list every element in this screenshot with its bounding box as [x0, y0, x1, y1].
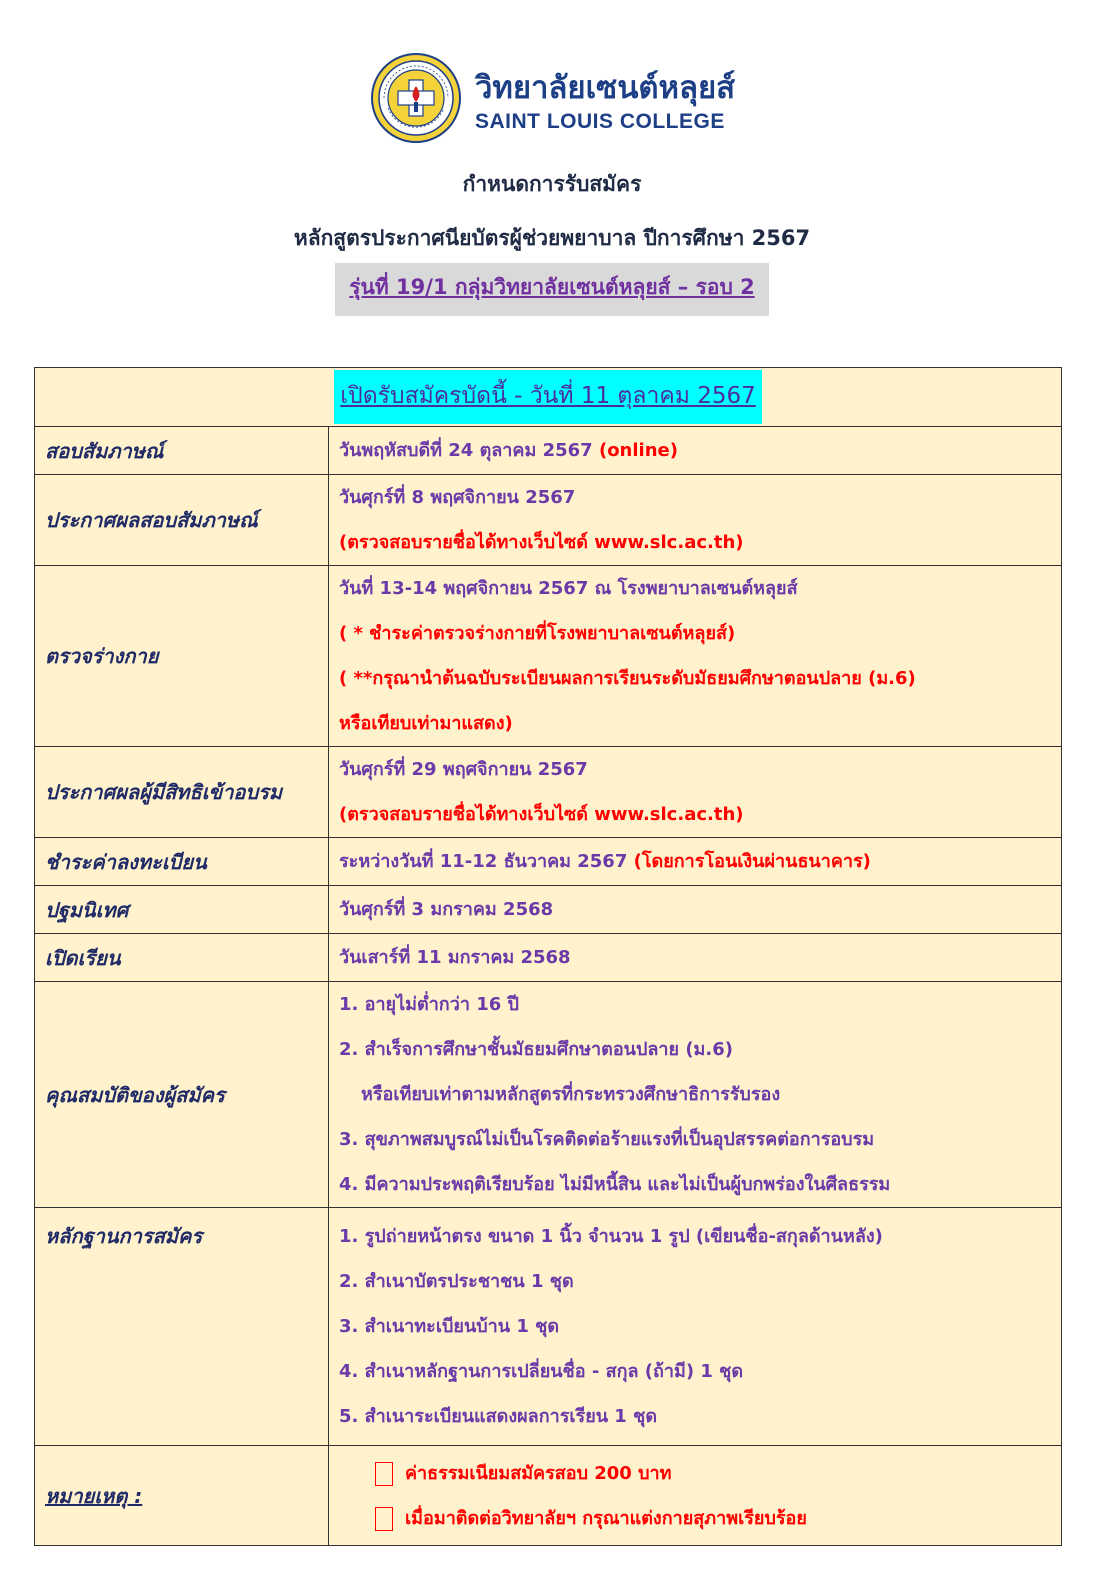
- class-start-date: วันเสาร์ที่ 11 มกราคม 2568: [339, 947, 571, 968]
- qualification-item: 2. สำเร็จการศึกษาชั้นมัธยมศึกษาตอนปลาย (ม.6): [339, 1039, 734, 1060]
- row-label-interview-result: ประกาศผลสอบสัมภาษณ์: [35, 475, 329, 566]
- row-label-documents: หลักฐานการสมัคร: [35, 1208, 329, 1446]
- notes-label: หมายเหตุ :: [45, 1483, 143, 1508]
- row-value-documents: [329, 1208, 1062, 1446]
- open-date-banner: เปิดรับสมัครบัดนี้ - วันที่ 11 ตุลาคม 2567: [334, 370, 762, 424]
- document-item: 2. สำเนาบัตรประชาชน 1 ชุด: [339, 1271, 574, 1292]
- interview-date: วันพฤหัสบดีที่ 24 ตุลาคม 2567: [339, 440, 593, 461]
- table-row: [35, 1208, 1062, 1446]
- document-item: 3. สำเนาทะเบียนบ้าน 1 ชุด: [339, 1316, 560, 1337]
- program-title: หลักสูตรประกาศนียบัตรผู้ช่วยพยาบาล ปีการศึกษา 2567: [293, 226, 811, 250]
- registration-fee-method: (โดยการโอนเงินผ่านธนาคาร): [633, 851, 871, 872]
- row-value-interview-result: [329, 475, 1062, 566]
- document-title: กำหนดการรับสมัคร: [462, 172, 642, 196]
- cohort-title: รุ่นที่ 19/1 กลุ่มวิทยาลัยเซนต์หลุยส์ – รอบ 2: [335, 263, 768, 316]
- physical-exam-date: วันที่ 13-14 พฤศจิกายน 2567 ณ โรงพยาบาลเซนต์หลุยส์: [339, 578, 798, 599]
- row-value-physical-exam: [329, 566, 1062, 747]
- table-row: [35, 475, 1062, 566]
- table-row: [35, 934, 1062, 982]
- row-value-orientation: [329, 886, 1062, 934]
- page-header: [0, 40, 1104, 150]
- row-label-eligible-result: ประกาศผลผู้มีสิทธิเข้าอบรม: [35, 747, 329, 838]
- table-row: [35, 982, 1062, 1208]
- table-row: [35, 427, 1062, 475]
- schedule-table: [34, 367, 1062, 1546]
- note-checkbox-icon: [375, 1462, 393, 1486]
- row-label-notes: [35, 1446, 329, 1546]
- row-value-interview: [329, 427, 1062, 475]
- interview-mode: (online): [598, 440, 678, 461]
- row-value-qualifications: [329, 982, 1062, 1208]
- college-name-english: SAINT LOUIS COLLEGE: [475, 110, 725, 133]
- row-value-registration-fee: [329, 838, 1062, 886]
- document-item: 1. รูปถ่ายหน้าตรง ขนาด 1 นิ้ว จำนวน 1 รูป (เขียนชื่อ-สกุลด้านหลัง): [339, 1226, 883, 1247]
- document-item: 4. สำเนาหลักฐานการเปลี่ยนชื่อ - สกุล (ถ้ามี) 1 ชุด: [339, 1361, 744, 1382]
- open-banner-cell: [35, 368, 1062, 427]
- interview-result-note: (ตรวจสอบรายชื่อได้ทางเว็บไซด์ www.slc.ac.th): [339, 532, 744, 553]
- row-label-class-start: เปิดเรียน: [35, 934, 329, 982]
- table-row-open: [35, 368, 1062, 427]
- qualification-item: 1. อายุไม่ต่ำกว่า 16 ปี: [339, 994, 519, 1015]
- physical-exam-note-1: ( * ชำระค่าตรวจร่างกายที่โรงพยาบาลเซนต์หลุยส์): [339, 623, 736, 644]
- registration-fee-date: ระหว่างวันที่ 11-12 ธันวาคม 2567: [339, 851, 628, 872]
- row-value-notes: [329, 1446, 1062, 1546]
- physical-exam-note-2: ( **กรุณานำต้นฉบับระเบียนผลการเรียนระดับมัธยมศึกษาตอนปลาย (ม.6): [339, 668, 916, 689]
- row-label-interview: สอบสัมภาษณ์: [35, 427, 329, 475]
- table-row: [35, 886, 1062, 934]
- cohort-title-wrap: [0, 263, 1104, 316]
- row-label-qualifications: คุณสมบัติของผู้สมัคร: [35, 982, 329, 1208]
- document-item: 5. สำเนาระเบียนแสดงผลการเรียน 1 ชุด: [339, 1406, 658, 1427]
- eligible-result-date: วันศุกร์ที่ 29 พฤศจิกายน 2567: [339, 759, 588, 780]
- eligible-result-note: (ตรวจสอบรายชื่อได้ทางเว็บไซด์ www.slc.ac.th): [339, 804, 744, 825]
- qualification-item: 4. มีความประพฤติเรียบร้อย ไม่มีหนี้สิน และไม่เป็นผู้บกพร่องในศีลธรรม: [339, 1174, 891, 1195]
- note-item: เมื่อมาติดต่อวิทยาลัยฯ กรุณาแต่งกายสุภาพเรียบร้อย: [405, 1507, 807, 1529]
- row-label-physical-exam: ตรวจร่างกาย: [35, 566, 329, 747]
- qualification-item: หรือเทียบเท่าตามหลักสูตรที่กระทรวงศึกษาธิการรับรอง: [361, 1084, 781, 1105]
- physical-exam-note-3: หรือเทียบเท่ามาแสดง): [339, 713, 513, 734]
- table-row: [35, 838, 1062, 886]
- college-name-thai: วิทยาลัยเซนต์หลุยส์: [475, 70, 736, 106]
- row-value-eligible-result: [329, 747, 1062, 838]
- qualification-item: 3. สุขภาพสมบูรณ์ไม่เป็นโรคติดต่อร้ายแรงที่เป็นอุปสรรคต่อการอบรม: [339, 1129, 875, 1150]
- table-row: [35, 1446, 1062, 1546]
- table-row: [35, 566, 1062, 747]
- row-label-registration-fee: ชำระค่าลงทะเบียน: [35, 838, 329, 886]
- table-row: [35, 747, 1062, 838]
- orientation-date: วันศุกร์ที่ 3 มกราคม 2568: [339, 899, 554, 920]
- note-item: ค่าธรรมเนียมสมัครสอบ 200 บาท: [405, 1462, 672, 1484]
- row-label-orientation: ปฐมนิเทศ: [35, 886, 329, 934]
- college-seal-logo: [370, 52, 462, 144]
- row-value-class-start: [329, 934, 1062, 982]
- note-checkbox-icon: [375, 1507, 393, 1531]
- interview-result-date: วันศุกร์ที่ 8 พฤศจิกายน 2567: [339, 487, 576, 508]
